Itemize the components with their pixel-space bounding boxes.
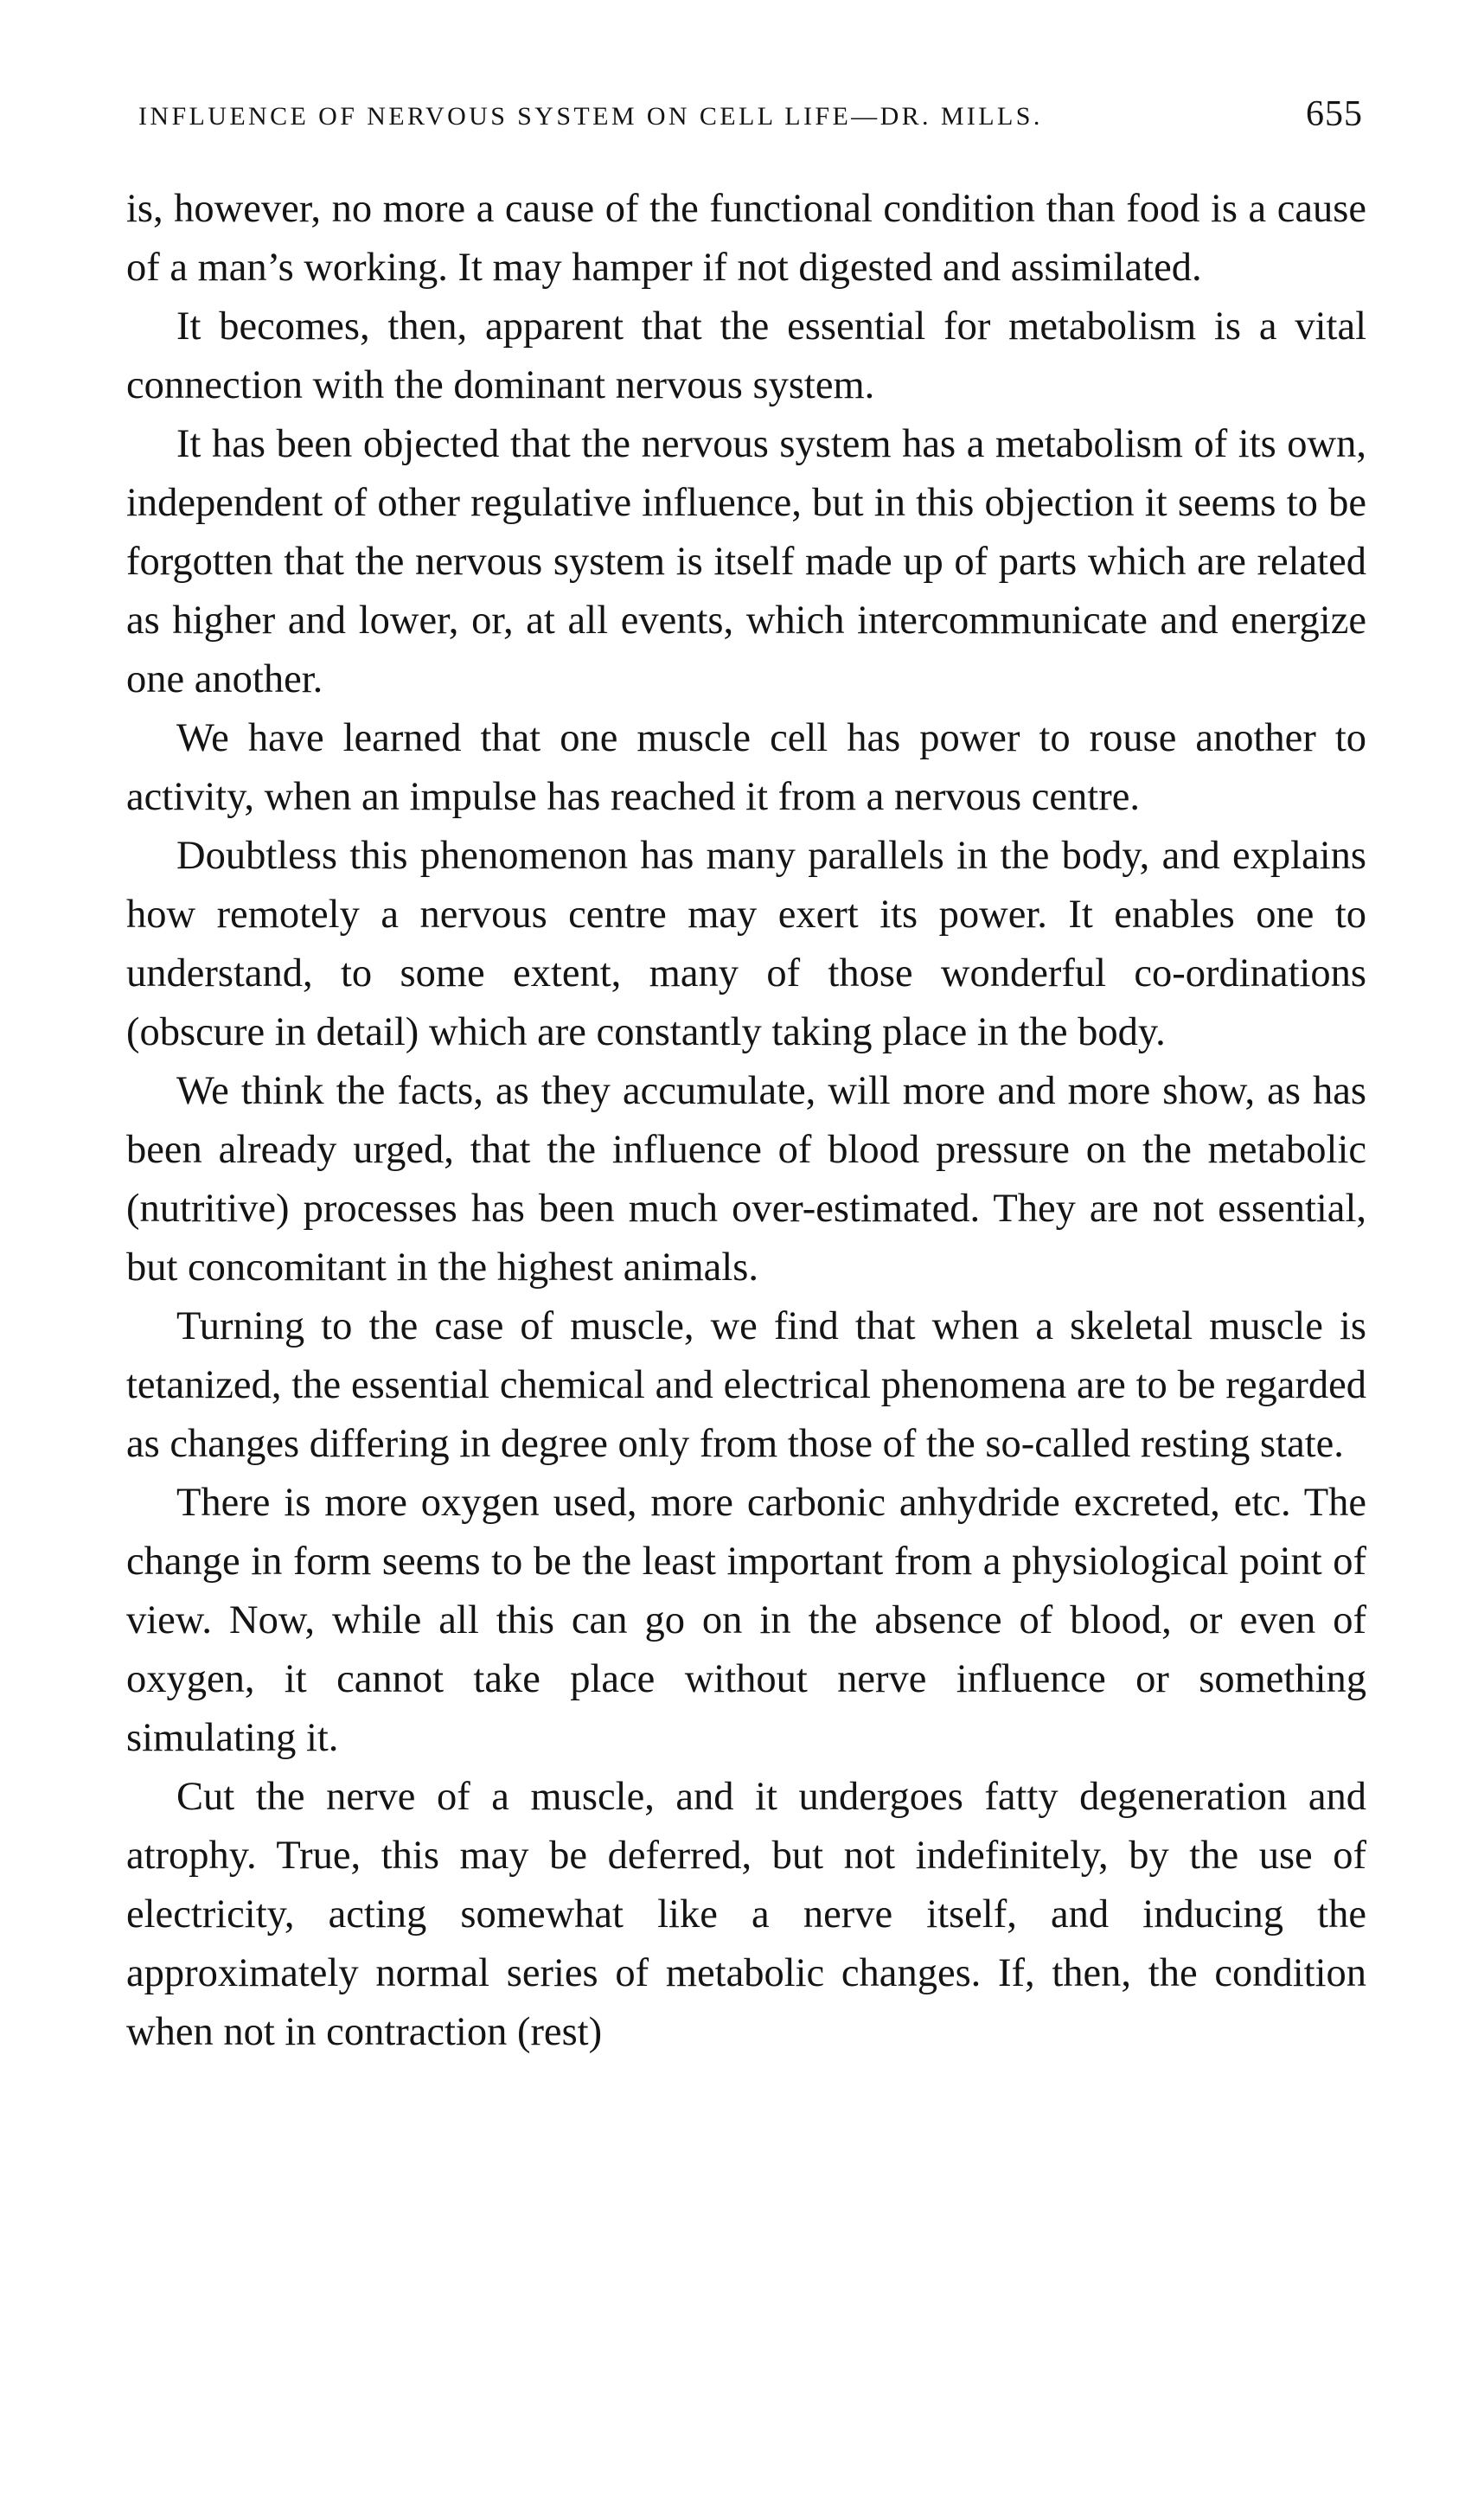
paragraph: There is more oxygen used, more carbonic anhydride excreted, etc. The change in form seems to be the least important from a physiological point of view. Now, while all this can go on in the absence of blood, or even of oxygen, it cannot take place without nerve influence or something simulating it. xyxy=(126,1481,1366,1760)
paragraph: It becomes, then, apparent that the essential for metabolism is a vital connection with the dominant nervous system. xyxy=(126,304,1366,407)
book-page xyxy=(126,86,1366,2062)
paragraph: Cut the nerve of a muscle, and it undergoes fatty degeneration and atrophy. True, this may be deferred, but not indefinitely, by the use of electricity, acting somewhat like a nerve itself, and inducing the approximately normal series of metabolic changes. If, then, the condition when not in contraction (rest) xyxy=(126,1775,1366,2054)
body-text xyxy=(126,180,1366,2062)
paragraph-continued: is, however, no more a cause of the functional condition than food is a cause of a man’s working. It may hamper if not digested and assimilated. xyxy=(126,187,1366,290)
paragraph: Turning to the case of muscle, we find that when a skeletal muscle is tetanized, the essential chemical and electrical phenomena are to be regarded as changes differing in degree only from those of the so-called resting state. xyxy=(126,1304,1366,1466)
page-number: 655 xyxy=(1306,94,1363,134)
paragraph: We think the facts, as they accumulate, will more and more show, as has been already urged, that the influence of blood pressure on the metabolic (nutritive) processes has been much over-estimated. They are not essential, but concomitant in the highest animals. xyxy=(126,1069,1366,1290)
paragraph: We have learned that one muscle cell has power to rouse another to activity, when an impulse has reached it from a nervous centre. xyxy=(126,716,1366,819)
paragraph: Doubtless this phenomenon has many parallels in the body, and explains how remotely a nervous centre may exert its power. It enables one to understand, to some extent, many of those wonderful co-ordinations (obscure in detail) which are constantly taking place in the body. xyxy=(126,834,1366,1054)
running-title: INFLUENCE OF NERVOUS SYSTEM ON CELL LIFE—DR. MILLS. xyxy=(138,102,1043,131)
running-head xyxy=(126,86,1366,150)
paragraph: It has been objected that the nervous system has a metabolism of its own, independent of other regulative influence, but in this objection it seems to be forgotten that the nervous system is itself made up of parts which are related as higher and lower, or, at all events, which intercommunicate and energize one another. xyxy=(126,422,1366,701)
